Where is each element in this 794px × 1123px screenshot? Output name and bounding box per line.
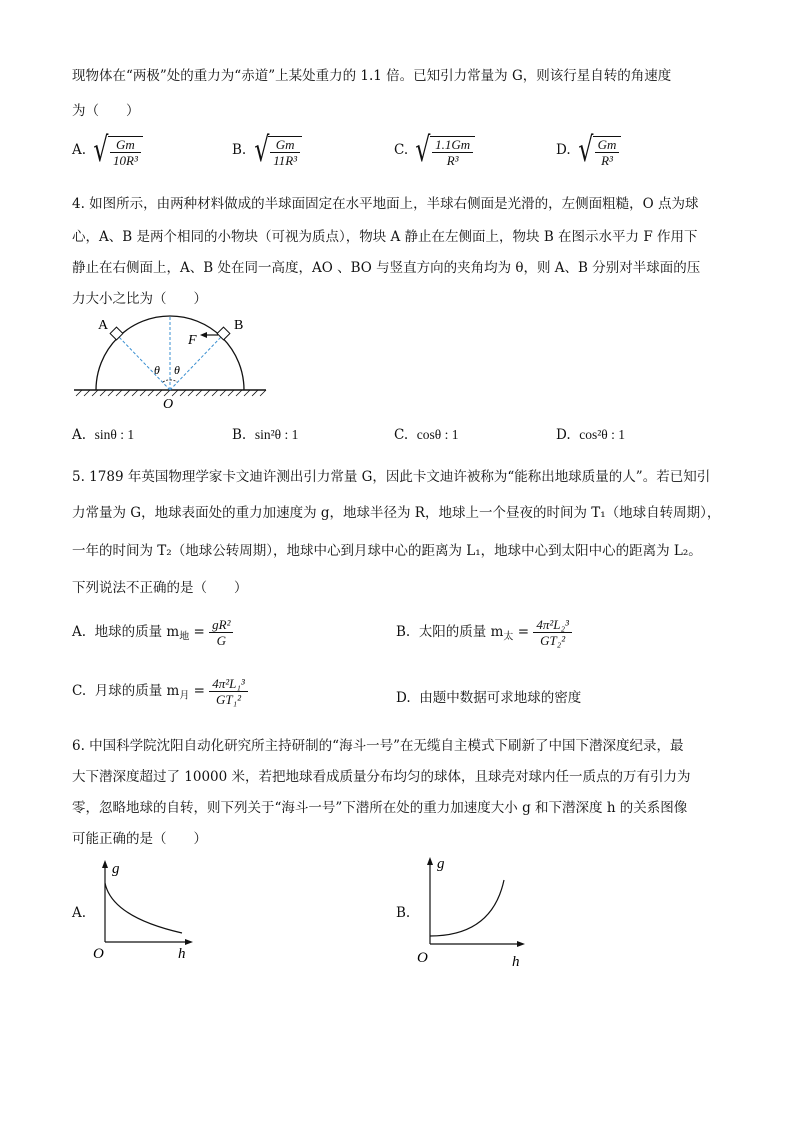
radius-ao bbox=[118, 336, 170, 390]
label-o: O bbox=[163, 397, 174, 412]
option-text: cosθ : 1 bbox=[416, 427, 459, 442]
option-label: A. bbox=[72, 142, 87, 158]
option-label: C. bbox=[72, 683, 87, 699]
sqrt-expression: √ $\frac{Gm}{\text{11R³}}$ bbox=[251, 133, 303, 168]
formula-fraction bbox=[533, 617, 572, 648]
q5-option-a[interactable] bbox=[72, 617, 233, 648]
y-axis-arrow bbox=[427, 857, 433, 865]
equals: = bbox=[189, 683, 210, 699]
option-label: C. bbox=[394, 427, 409, 443]
q4-option-b[interactable] bbox=[232, 427, 298, 443]
option-text: 由题中数据可求地球的密度 bbox=[419, 690, 582, 706]
q4-line-3: 静止在右侧面上，A、B 处在同一高度，AO 、BO 与竖直方向的夹角均为 θ，则 A、B 分别对半球面的压 bbox=[72, 260, 701, 276]
option-text: sinθ : 1 bbox=[94, 427, 135, 442]
option-text: cos²θ : 1 bbox=[579, 427, 625, 442]
q5-line-2: 力常量为 G，地球表面处的重力加速度为 g，地球半径为 R，地球上一个昼夜的时间为 T₁（地球自转周期）， bbox=[72, 505, 721, 521]
frac-den: 10R³ bbox=[113, 153, 138, 168]
q5-option-d[interactable] bbox=[396, 686, 581, 706]
frac-den: G bbox=[216, 633, 226, 648]
q4-line-4: 力大小之比为（ ） bbox=[72, 291, 207, 307]
y-label: g bbox=[437, 856, 445, 872]
formula-fraction bbox=[209, 676, 248, 707]
q5-line-3: 一年的时间为 T₂（地球公转周期），地球中心到月球中心的距离为 L₁，地球中心到太阳中心的距离为 L₂。 bbox=[72, 543, 702, 559]
frac-num: 4π²L₂³ bbox=[533, 617, 572, 633]
q6-line-4: 可能正确的是（ ） bbox=[72, 831, 207, 847]
q5-line-4: 下列说法不正确的是（ ） bbox=[72, 580, 248, 596]
label-a: A bbox=[98, 318, 109, 333]
block-a bbox=[110, 327, 123, 340]
frac-den: GT₁² bbox=[215, 692, 242, 707]
option-text: sin²θ : 1 bbox=[254, 427, 299, 442]
equals: = bbox=[513, 624, 534, 640]
frac-num: Gm bbox=[110, 137, 141, 153]
option-label: D. bbox=[556, 427, 571, 443]
frac-num: 1.1Gm bbox=[432, 137, 473, 153]
option-label: D. bbox=[556, 142, 571, 158]
option-label: D. bbox=[396, 690, 411, 706]
q5-option-c[interactable] bbox=[72, 676, 248, 707]
ground-hatch bbox=[76, 390, 266, 396]
label-theta-right: θ bbox=[174, 363, 180, 377]
option-text: 太阳的质量 m bbox=[418, 624, 504, 640]
q6-option-a-label[interactable]: A. bbox=[72, 905, 87, 921]
q6-line-2: 大下潜深度超过了 10000 米，若把地球看成质量分布均匀的球体，且球壳对球内任一质点的万有引力为 bbox=[72, 769, 691, 785]
q4-option-a[interactable] bbox=[72, 427, 134, 443]
q4-option-d[interactable] bbox=[556, 427, 625, 443]
frac-num: gR² bbox=[209, 617, 233, 633]
option-label: B. bbox=[232, 427, 247, 443]
subscript: 月 bbox=[179, 690, 190, 702]
frac-den: GT₂² bbox=[540, 633, 566, 648]
option-label: A. bbox=[72, 427, 87, 443]
label-b: B bbox=[234, 318, 244, 333]
sqrt-expression: √ $\frac{1.1Gm}{\text{R³}}$ bbox=[412, 133, 475, 168]
q3-option-c[interactable] bbox=[394, 130, 475, 170]
formula-fraction bbox=[209, 617, 233, 648]
graph-a[interactable] bbox=[90, 855, 200, 965]
frac-den: R³ bbox=[601, 153, 613, 168]
label-theta-left: θ bbox=[154, 363, 160, 377]
graph-b[interactable] bbox=[414, 850, 534, 970]
subscript: 太 bbox=[503, 631, 514, 643]
option-label: C. bbox=[394, 142, 409, 158]
y-axis-arrow bbox=[102, 860, 108, 868]
x-axis-arrow bbox=[517, 941, 525, 947]
angle-arc-left bbox=[163, 380, 170, 382]
frac-num: 4π²L₁³ bbox=[209, 676, 248, 692]
curve-b bbox=[430, 880, 504, 936]
q4-option-c[interactable] bbox=[394, 427, 458, 443]
force-arrowhead bbox=[200, 332, 207, 338]
option-label: B. bbox=[396, 624, 411, 640]
frac-num: Gm bbox=[595, 137, 620, 153]
q6-line-3: 零，忽略地球的自转，则下列关于“海斗一号”下潜所在处的重力加速度大小 g 和下潜深度 h 的关系图像 bbox=[72, 800, 688, 816]
x-axis-arrow bbox=[185, 939, 193, 945]
q4-line-1: 4. 如图所示，由两种材料做成的半球面固定在水平地面上，半球右侧面是光滑的，左侧面粗糙，O 点为球 bbox=[72, 196, 699, 212]
option-label: A. bbox=[72, 624, 87, 640]
x-label: h bbox=[178, 946, 186, 962]
y-label: g bbox=[112, 861, 120, 877]
q3-option-a[interactable] bbox=[72, 130, 143, 170]
frac-den: 11R³ bbox=[273, 153, 298, 168]
q3-line-2: 为（ ） bbox=[72, 103, 140, 119]
curve-a bbox=[105, 883, 182, 933]
q4-line-2: 心，A、B 是两个相同的小物块（可视为质点），物块 A 静止在左侧面上，物块 B 在图示水平力 F 作用下 bbox=[72, 229, 698, 245]
block-b bbox=[217, 327, 230, 340]
frac-den: R³ bbox=[446, 153, 459, 168]
equals: = bbox=[189, 624, 210, 640]
q5-option-b[interactable] bbox=[396, 617, 572, 648]
origin-label: O bbox=[93, 946, 104, 962]
option-text: 地球的质量 m bbox=[94, 624, 180, 640]
q5-line-1: 5. 1789 年英国物理学家卡文迪许测出引力常量 G，因此卡文迪许被称为“能称出地球质量的人”。若已知引 bbox=[72, 469, 711, 485]
angle-arc-right bbox=[170, 380, 177, 382]
origin-label: O bbox=[417, 950, 428, 966]
q6-line-1: 6. 中国科学院沈阳自动化研究所主持研制的“海斗一号”在无缆自主模式下刷新了中国下潜深度纪录，最 bbox=[72, 738, 684, 754]
hemisphere-figure bbox=[70, 312, 270, 412]
option-label: B. bbox=[232, 142, 247, 158]
subscript: 地 bbox=[179, 631, 190, 643]
q6-option-b-label[interactable]: B. bbox=[396, 905, 411, 921]
q3-option-d[interactable] bbox=[556, 130, 621, 170]
frac-num: Gm bbox=[270, 137, 300, 153]
label-f: F bbox=[188, 333, 197, 348]
sqrt-expression: √ $\frac{Gm}{\text{R³}}$ bbox=[575, 133, 621, 168]
option-text: 月球的质量 m bbox=[94, 683, 180, 699]
q3-option-b[interactable] bbox=[232, 130, 302, 170]
q3-line-1: 现物体在“两极”处的重力为“赤道”上某处重力的 1.1 倍。已知引力常量为 G，则该行星自转的角速度 bbox=[72, 68, 672, 84]
x-label: h bbox=[512, 954, 520, 970]
sqrt-expression: √ $\frac{Gm}{\text{10R³}}$ bbox=[90, 133, 143, 168]
